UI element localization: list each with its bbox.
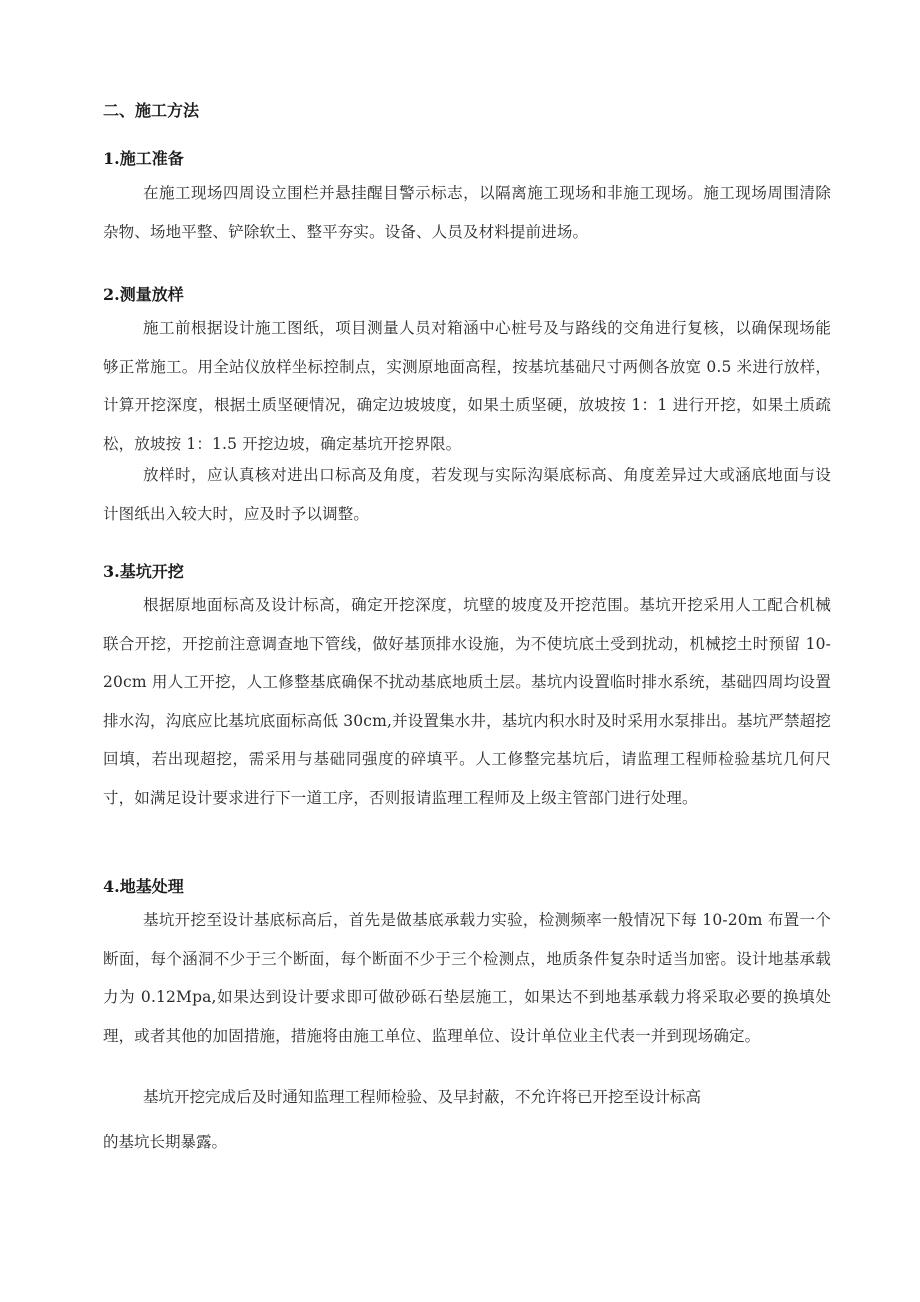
heading-foundation-excavation: 3.基坑开挖 — [103, 562, 184, 581]
heading-ground-treatment: 4.地基处理 — [103, 877, 184, 896]
paragraph-foundation-excavation: 根据原地面标高及设计标高，确定开挖深度，坑壁的坡度及开挖范围。基坑开挖采用人工配合机械联合开挖，开挖前注意调查地下管线，做好基顶排水设施，为不使坑底土受到扰动，机械挖土时预留 10-20cm 用人工开挖，人工修整基底确保不扰动基底地质土层。基坑内设置临时排水系统，基础四周均设置排水沟，沟底应比基坑底面标高低 30cm,并设置集水井，基坑内积水时及时采用水泵排出。基坑严禁超挖回填，若出现超挖，需采用与基础同强度的碎填平。人工修整完基坑后，请监理工程师检验基坑几何尺寸，如满足设计要求进行下一道工序，否则报请监理工程师及上级主管部门进行处理。 — [103, 596, 831, 807]
section-title: 二、施工方法 — [103, 101, 200, 120]
paragraph-construction-preparation: 在施工现场四周设立围栏并悬挂醒目警示标志，以隔离施工现场和非施工现场。施工现场周围清除杂物、场地平整、铲除软土、整平夯实。设备、人员及材料提前进场。 — [103, 184, 831, 241]
closing-line-2: 的基坑长期暴露。 — [103, 1133, 228, 1151]
paragraph-survey-layout-1: 施工前根据设计施工图纸，项目测量人员对箱涵中心桩号及与路线的交角进行复核，以确保现场能够正常施工。用全站仪放样坐标控制点，实测原地面高程，按基坑基础尺寸两侧各放宽 0.5 米进行放样，计算开挖深度，根据土质坚硬情况，确定边坡坡度，如果土质坚硬，放坡按 1：1 进行开挖，如果土质疏松，放坡按 1：1.5 开挖边坡，确定基坑开挖界限。 — [103, 319, 831, 453]
heading-survey-layout: 2.测量放样 — [103, 285, 184, 304]
paragraph-survey-layout-2: 放样时，应认真核对进出口标高及角度，若发现与实际沟渠底标高、角度差异过大或涵底地面与设计图纸出入较大时，应及时予以调整。 — [103, 466, 831, 523]
closing-line-1: 基坑开挖完成后及时通知监理工程师检验、及早封蔽，不允许将已开挖至设计标高 — [143, 1088, 702, 1106]
paragraph-ground-treatment: 基坑开挖至设计基底标高后，首先是做基底承载力实验，检测频率一般情况下每 10-20m 布置一个断面，每个涵洞不少于三个断面，每个断面不少于三个检测点，地质条件复杂时适当加密。设计地基承载力为 0.12Mpa,如果达到设计要求即可做砂砾石垫层施工，如果达不到地基承载力将采取必要的换填处理，或者其他的加固措施，措施将由施工单位、监理单位、设计单位业主代表一并到现场确定。 — [103, 911, 831, 1045]
heading-construction-preparation: 1.施工准备 — [103, 149, 184, 168]
